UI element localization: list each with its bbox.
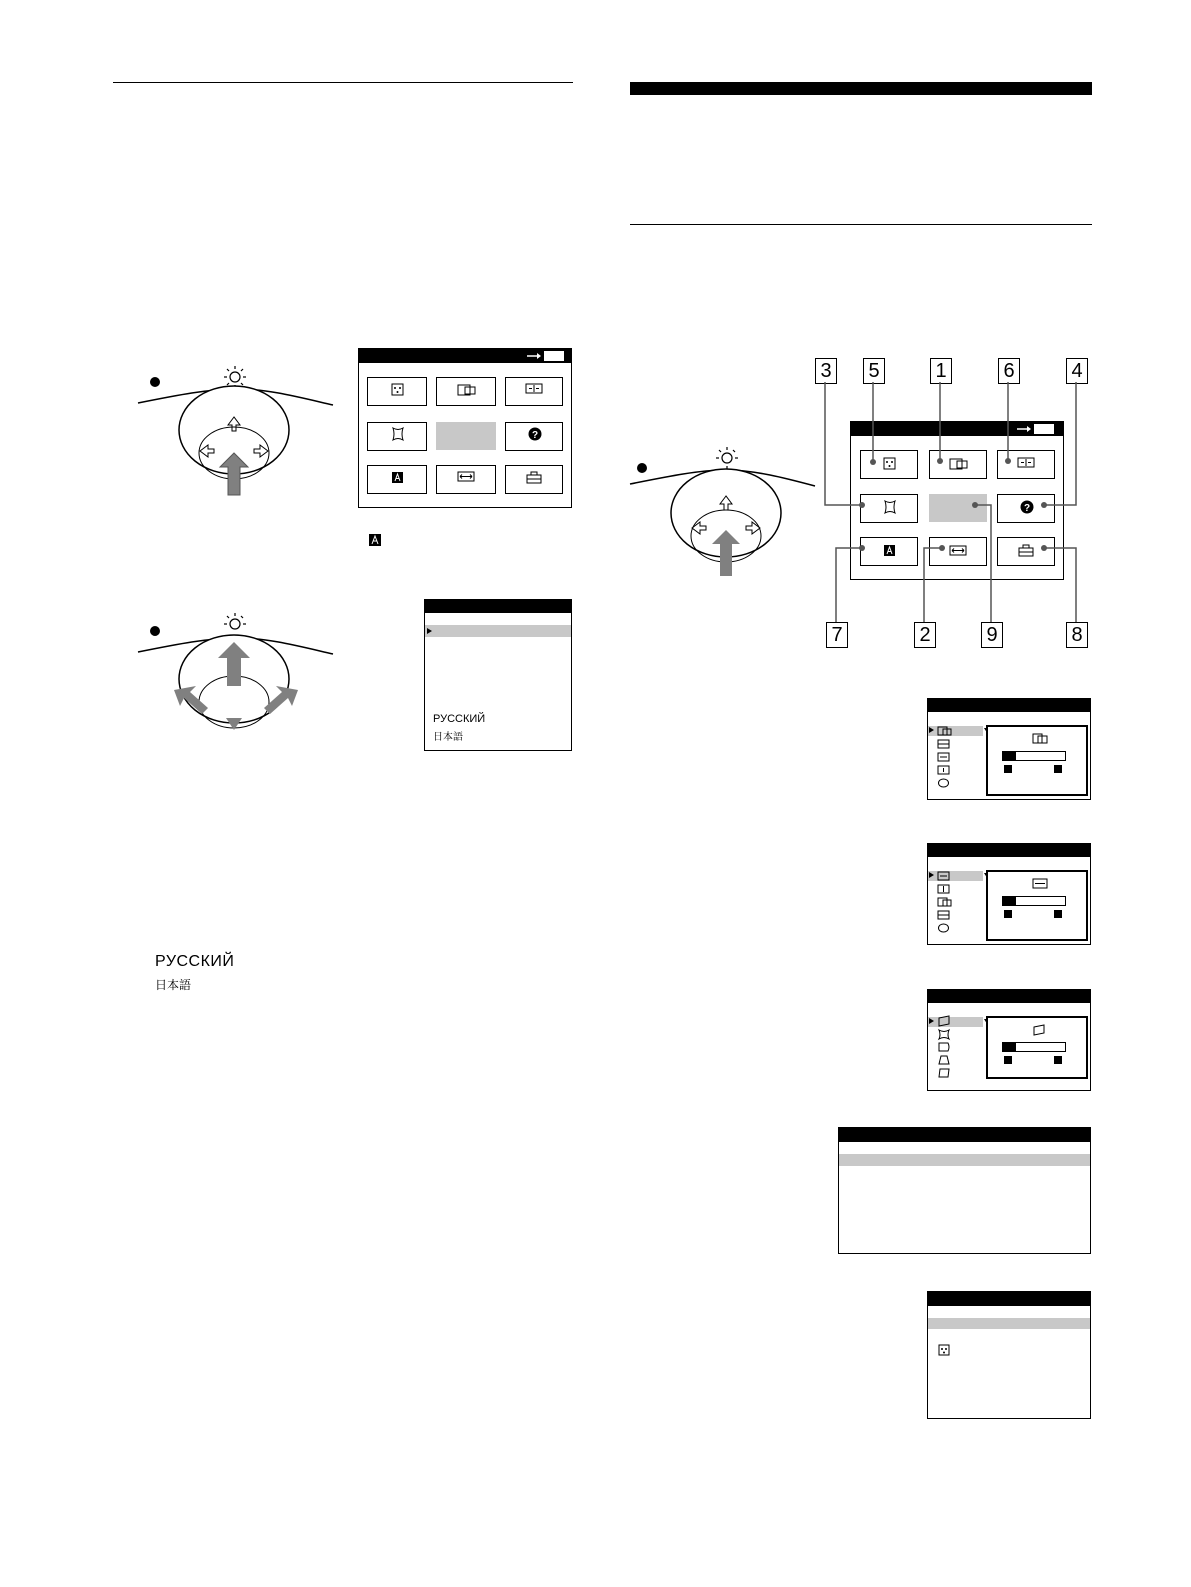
callout-1: 1 xyxy=(930,358,952,384)
color-submenu-osd xyxy=(927,1291,1091,1419)
callout-3: 3 xyxy=(815,358,837,384)
callout-4: 4 xyxy=(1066,358,1088,384)
center-submenu-osd xyxy=(927,698,1091,800)
adjust-window xyxy=(986,870,1088,941)
callout-7: 7 xyxy=(826,622,848,648)
svg-text:?: ? xyxy=(1023,503,1031,514)
callout-9: 9 xyxy=(981,622,1003,648)
language-list-japanese: 日本語 xyxy=(155,978,192,992)
callout-5: 5 xyxy=(863,358,885,384)
geometry-submenu-osd xyxy=(927,989,1091,1091)
adjust-slider[interactable] xyxy=(1002,896,1066,906)
color-icon xyxy=(938,1344,952,1358)
language-option-russian[interactable]: РУССКИЙ xyxy=(433,713,486,725)
language-option-japanese[interactable]: 日本語 xyxy=(433,732,463,743)
adjust-window xyxy=(986,725,1088,796)
help-submenu-osd xyxy=(838,1127,1091,1254)
adjust-slider[interactable] xyxy=(1002,1042,1066,1052)
size-submenu-osd xyxy=(927,843,1091,945)
adjust-window xyxy=(986,1016,1088,1079)
language-list-russian: РУССКИЙ xyxy=(155,953,235,970)
callout-6: 6 xyxy=(998,358,1020,384)
adjust-slider[interactable] xyxy=(1002,751,1066,761)
callout-8: 8 xyxy=(1066,622,1088,648)
callout-2: 2 xyxy=(914,622,936,648)
svg-text:?: ? xyxy=(531,430,539,441)
